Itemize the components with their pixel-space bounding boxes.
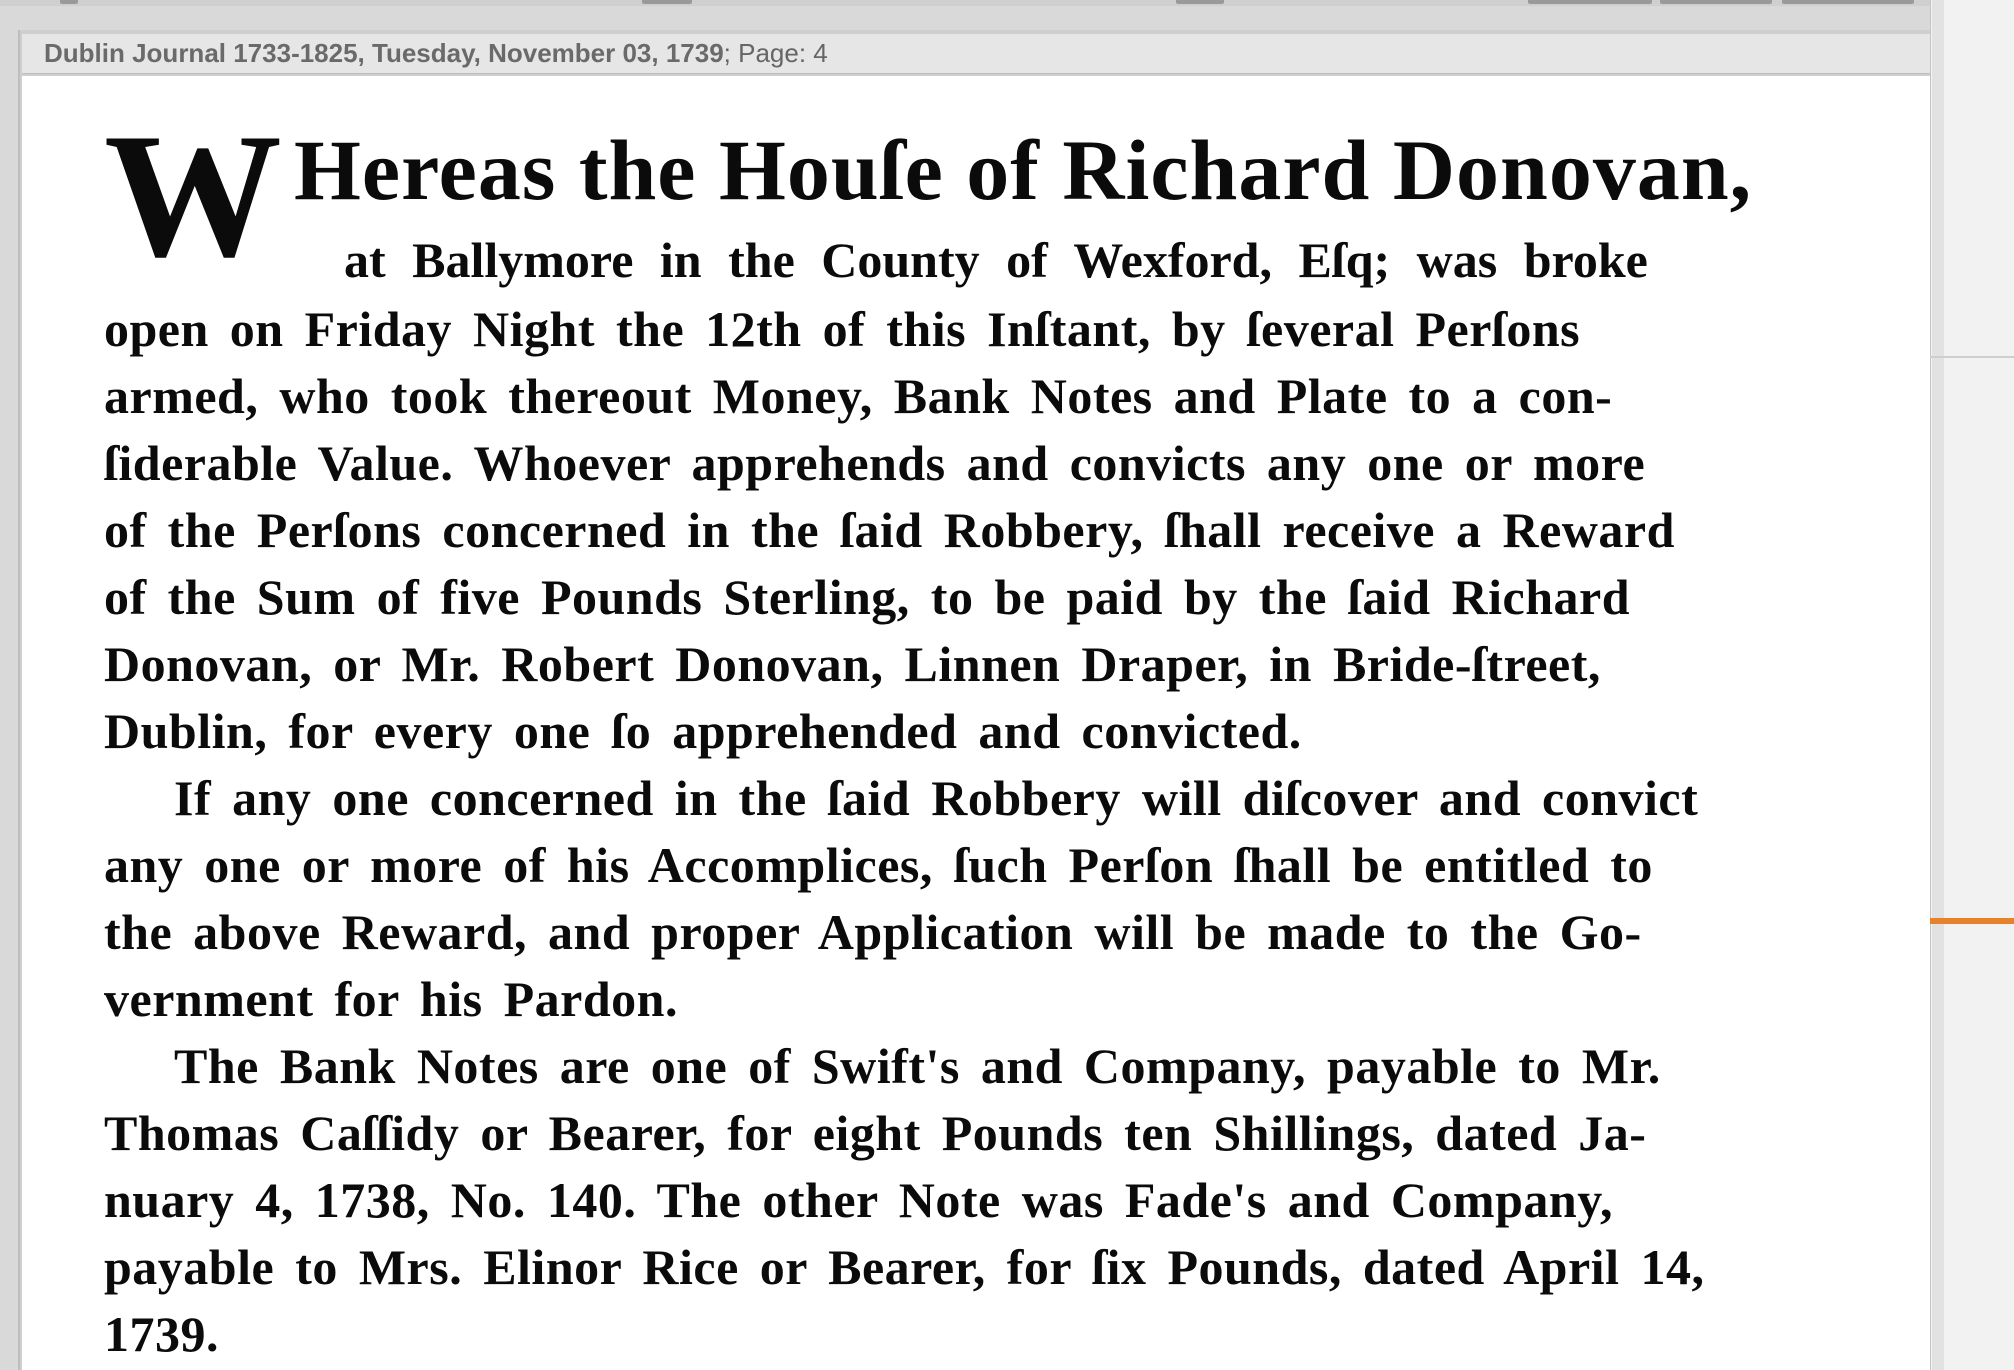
text-line: Donovan, or Mr. Robert Donovan, Linnen Draper, in Bride-ſtreet, — [104, 636, 1601, 692]
text-line: nuary 4, 1738, No. 140. The other Note was Fade's and Company, — [104, 1172, 1613, 1228]
toolbar-button-stub[interactable] — [1176, 0, 1224, 4]
paragraph-1 — [104, 296, 1930, 765]
paragraph-3 — [104, 1033, 1930, 1368]
page-caption-bar — [22, 34, 1930, 74]
side-panel-divider — [1930, 356, 2014, 358]
toolbar-edge — [0, 0, 2014, 6]
vertical-scrollbar[interactable] — [1932, 0, 1944, 1370]
text-line: the above Reward, and proper Application will be made to the Go- — [104, 904, 1642, 960]
text-line: Thomas Caſſidy or Bearer, for eight Pounds ten Shillings, dated Ja- — [104, 1105, 1647, 1161]
text-line: Dublin, for every one ſo apprehended and convicted. — [104, 703, 1302, 759]
advertisement-article — [104, 96, 1930, 1368]
toolbar-button-stub[interactable] — [1528, 0, 1652, 4]
toolbar-button-stub[interactable] — [1782, 0, 1914, 4]
text-line: vernment for his Pardon. — [104, 971, 678, 1027]
text-line: armed, who took thereout Money, Bank Notes and Plate to a con- — [104, 368, 1613, 424]
text-line: If any one concerned in the ſaid Robbery will diſcover and convict — [174, 770, 1699, 826]
page-number: ; Page: 4 — [723, 38, 828, 68]
document-viewer — [18, 30, 1932, 1370]
publication-title: Dublin Journal 1733-1825, Tuesday, November 03, 1739 — [44, 38, 724, 68]
headline: Hereas the Houſe of Richard Donovan, — [294, 122, 1753, 218]
toolbar-button-stub[interactable] — [1660, 0, 1772, 4]
text-line: of the Perſons concerned in the ſaid Robbery, ſhall receive a Reward — [104, 502, 1675, 558]
text-line: 1739. — [104, 1306, 219, 1362]
text-line: ſiderable Value. Whoever apprehends and convicts any one or more — [104, 435, 1646, 491]
toolbar-button-stub[interactable] — [60, 0, 78, 4]
headline-row — [104, 96, 1930, 296]
text-line: open on Friday Night the 12th of this Inſtant, by ſeveral Perſons — [104, 301, 1581, 357]
toolbar-button-stub[interactable] — [642, 0, 692, 4]
text-line: of the Sum of five Pounds Sterling, to be paid by the ſaid Richard — [104, 569, 1631, 625]
text-line: any one or more of his Accomplices, ſuch Perſon ſhall be entitled to — [104, 837, 1653, 893]
paragraph-2 — [104, 765, 1930, 1033]
text-line: payable to Mrs. Elinor Rice or Bearer, for ſix Pounds, dated April 14, — [104, 1239, 1705, 1295]
drop-cap: W — [104, 96, 274, 294]
side-panel-accent — [1930, 918, 2014, 924]
text-line: The Bank Notes are one of Swift's and Company, payable to Mr. — [174, 1038, 1661, 1094]
newspaper-page-image[interactable] — [22, 76, 1930, 1370]
first-line: at Ballymore in the County of Wexford, Eſq; was broke — [344, 232, 1648, 288]
